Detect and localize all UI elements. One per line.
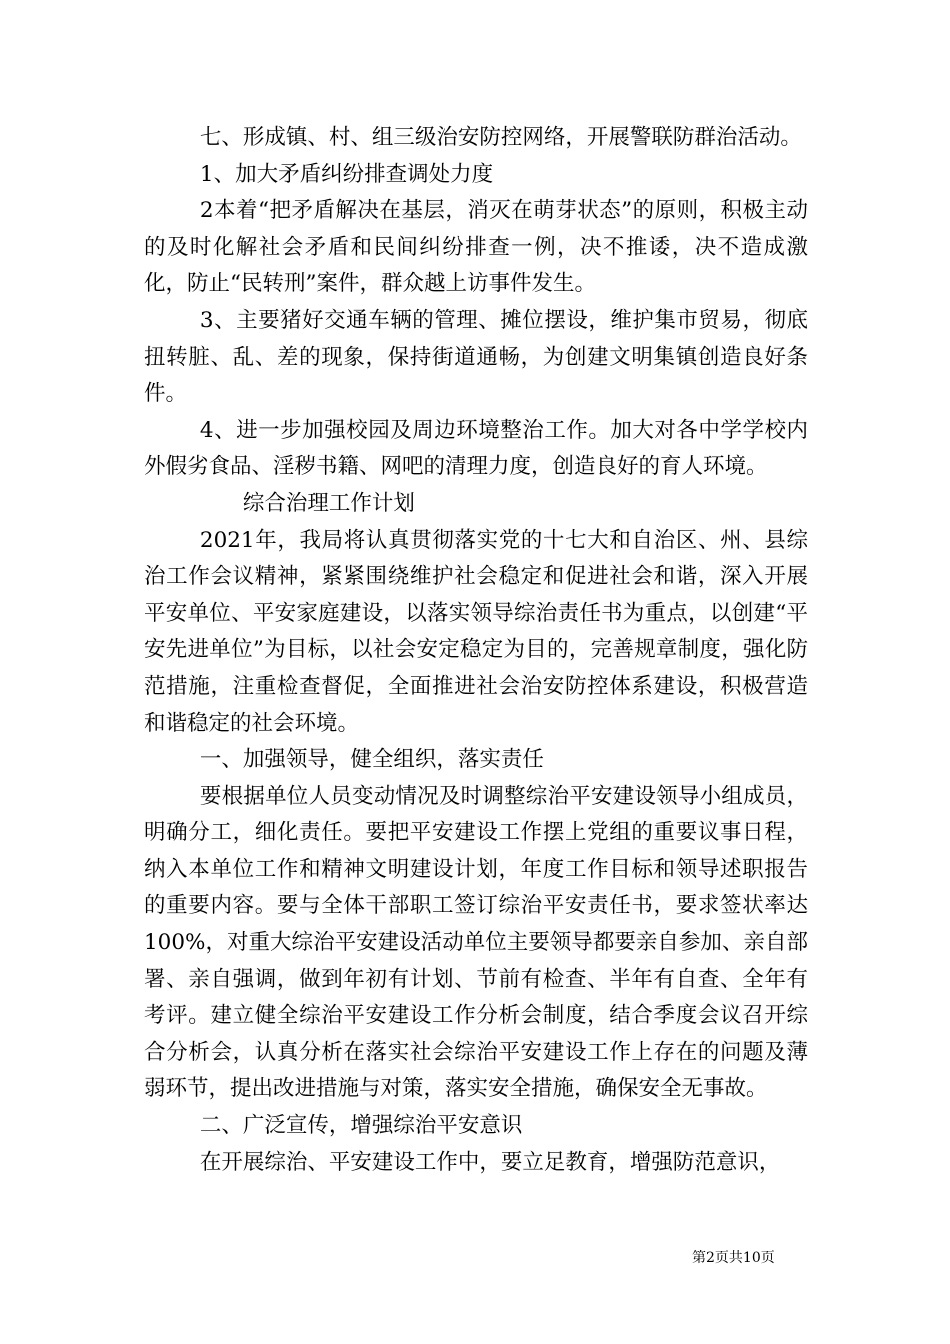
paragraph-section-7: 七、形成镇、村、组三级治安防控网络，开展警联防群治活动。 <box>199 125 802 150</box>
body-text <box>144 120 808 1181</box>
page-number: 第2页共10页 <box>692 1250 775 1266</box>
paragraph-item-3: 3、主要猪好交通车辆的管理、摊位摆设，维护集市贸易，彻底扭转脏、乱、差的现象，保持街道通畅，为创建文明集镇创造良好条件。 <box>144 307 808 407</box>
paragraph-item-4: 4、进一步加强校园及周边环境整治工作。加大对各中学学校内外假劣食品、淫秽书籍、网吧的清理力度，创造良好的育人环境。 <box>144 417 808 480</box>
paragraph-item-1: 1、加大矛盾纠纷排查调处力度 <box>199 161 494 187</box>
heading-section-1: 一、加强领导，健全组织，落实责任 <box>199 747 544 773</box>
heading-section-2: 二、广泛宣传，增强综治平安意识 <box>199 1113 523 1139</box>
paragraph-intro: 2021年，我局将认真贯彻落实党的十七大和自治区、州、县综治工作会议精神，紧紧围绕维护社会稳定和促进社会和谐，深入开展平安单位、平安家庭建设，以落实领导综治责任书为重点，以创建“平安先进单位”为目标，以社会安定稳定为目的，完善规章制度，强化防范措施，注重检查督促，全面推进社会治安防控体系建设，积极营造和谐稳定的社会环境。 <box>144 527 808 736</box>
document-title: 综合治理工作计划 <box>242 490 415 516</box>
paragraph-section-2-body: 在开展综治、平安建设工作中，要立足教育，增强防范意识， <box>199 1149 781 1175</box>
paragraph-item-2: 2本着“把矛盾解决在基层，消灭在萌芽状态”的原则，积极主动的及时化解社会矛盾和民间纠纷排查一例，决不推诿，决不造成激化，防止“民转刑”案件，群众越上访事件发生。 <box>144 198 808 297</box>
paragraph-section-1-body: 要根据单位人员变动情况及时调整综治平安建设领导小组成员，明确分工，细化责任。要把平安建设工作摆上党组的重要议事日程，纳入本单位工作和精神文明建设计划，年度工作目标和领导述职报告的重要内容。要与全体干部职工签订综治平安责任书，要求签状率达100%，对重大综治平安建设活动单位主要领导都要亲自参加、亲自部署、亲自强调，做到年初有计划、节前有检查、半年有自查、全年有考评。建立健全综治平安建设工作分析会制度，结合季度会议召开综合分析会，认真分析在落实社会综治平安建设工作上存在的问题及薄弱环节，提出改进措施与对策，落实安全措施，确保安全无事故。 <box>144 783 808 1102</box>
